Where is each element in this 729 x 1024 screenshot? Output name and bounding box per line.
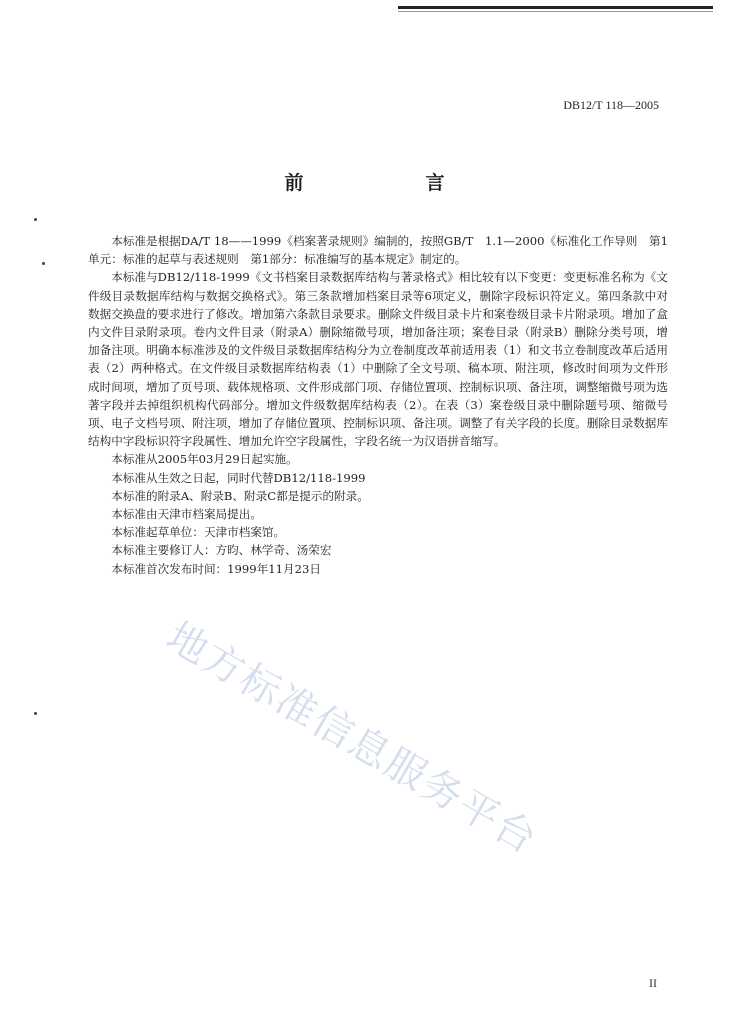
paragraph-proposer: 本标准由天津市档案局提出。: [111, 507, 262, 522]
paragraph-changes: 本标准与DB12/118-1999《文书档案目录数据库结构与著录格式》相比较有以下变更：变更标准名称为《文件级目录数据库结构与数据交换格式》。第三条款增加档案目录等6项定义，删除字段标识符定义。第四条款中对数据交换盘的要求进行了修改。增加第六条款目录要求。删除文件级目录卡片和案卷级目录卡片附录项。增加了盒内文件目录附录项。卷内文件目录（附录A）删除缩微号项，增加备注项；案卷目录（附录B）删除分类号项，增加备注项。明确本标准涉及的文件级目录数据库结构分为立卷制度改革前适用表（1）和文书立卷制度改革后适用表（2）两种格式。在文件级目录数据库结构表（1）中删除了全文号项、稿本项、附注项，修改时间项为文件形成时间项，增加了页号项、载体规格项、文件形成部门项、存储位置项、控制标识项、备注项，调整缩微号项为选著字段并去掉组织机构代码部分。增加文件级数据库结构表（2）。在表（3）案卷级目录中删除题号项、缩微号项、电子文档号项、附注项，增加了存储位置项、控制标识项、备注项。调整了有关字段的长度。删除目录数据库结构中字段标识符字段属性、增加允许空字段属性，字段名统一为汉语拼音缩写。: [88, 270, 668, 449]
page-number: II: [649, 976, 657, 990]
header-rule-thin: [398, 11, 713, 12]
scan-speck: [42, 262, 45, 265]
paragraph-revisers: 本标准主要修订人：方昀、林学奇、汤荣宏: [111, 543, 332, 558]
document-code: DB12/T 118—2005: [563, 98, 659, 112]
paragraph-effective-date: 本标准从2005年03月29日起实施。: [111, 452, 298, 467]
paragraph-appendices: 本标准的附录A、附录B、附录C都是提示的附录。: [111, 488, 369, 503]
watermark: 地方标准信息服务平台: [158, 613, 546, 864]
paragraph-basis: 本标准是根据DA/T 18——1999《档案著录规则》编制的，按照GB/T 1.1—2000《标准化工作导则 第1单元：标准的起草与表述规则 第1部分：标准编写的基本规定》制定的。: [88, 234, 668, 267]
paragraph-replacement: 本标准从生效之日起，同时代替DB12/118-1999: [111, 470, 366, 485]
paragraph-drafter: 本标准起草单位：天津市档案馆。: [111, 525, 286, 540]
page-title: 前 言: [284, 172, 473, 194]
foreword-body: [88, 232, 668, 578]
scan-speck: [34, 712, 37, 715]
scan-speck: [34, 218, 37, 221]
paragraph-first-release: 本标准首次发布时间：1999年11月23日: [111, 561, 321, 576]
header-rule: [398, 6, 713, 9]
